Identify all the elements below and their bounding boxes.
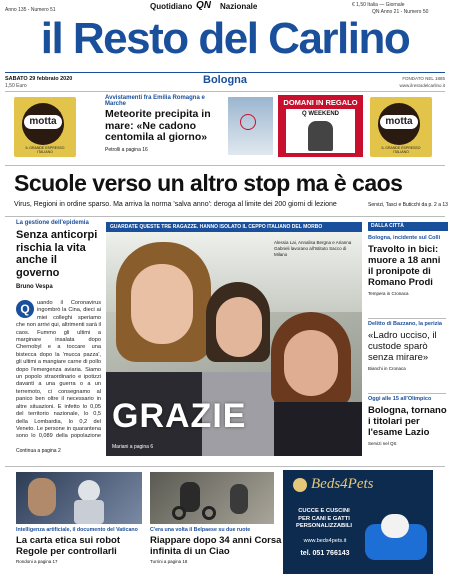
robot-head bbox=[78, 480, 100, 502]
story-byline: Rondoni a pagina 17 bbox=[16, 559, 58, 564]
issue-date: SABATO 29 febbraio 2020 bbox=[5, 76, 73, 82]
divider bbox=[5, 91, 445, 92]
person-face-right bbox=[284, 330, 338, 396]
story-byline: Servizi nel QS bbox=[368, 441, 397, 446]
section-dalla-citta[interactable]: DALLA CITTÀ bbox=[368, 222, 448, 231]
editorial-continue[interactable]: Continua a pagina 2 bbox=[16, 448, 61, 454]
paper-line-left: Quotidiano bbox=[150, 2, 193, 11]
wheel-icon bbox=[202, 506, 216, 520]
scientists-photo[interactable] bbox=[106, 232, 362, 456]
story-title: Bologna, tornano i titolari per l'esame Lazio bbox=[368, 405, 447, 438]
photo-byline: Mariani a pagina 6 bbox=[112, 444, 154, 450]
story-prodi[interactable] bbox=[368, 235, 448, 296]
story-byline: Turrini a pagina 18 bbox=[150, 559, 188, 564]
divider bbox=[5, 165, 445, 166]
main-byline: Servizi, Tasci e Buticchi da p. 2 a 13 bbox=[368, 202, 448, 208]
ad-copy bbox=[289, 508, 359, 531]
person-face-left bbox=[131, 264, 193, 344]
editorial[interactable] bbox=[16, 220, 101, 290]
scooter-photo[interactable] bbox=[150, 472, 274, 524]
motta-ad-left[interactable] bbox=[14, 97, 76, 157]
ad-line: CUCCE E CUSCINI bbox=[298, 508, 350, 514]
story-byline: Tempera in Cronaca bbox=[368, 291, 409, 296]
top-story[interactable] bbox=[105, 95, 225, 153]
story-ciao[interactable] bbox=[150, 527, 285, 564]
story-title: Riappare dopo 34 anni Corsa infinita di un Ciao bbox=[150, 535, 282, 557]
story-bologna-lazio[interactable] bbox=[368, 396, 448, 446]
divider bbox=[368, 393, 446, 394]
person-body-right bbox=[274, 402, 362, 456]
qn-logo: QN bbox=[196, 0, 211, 11]
paper-line-right: Nazionale bbox=[220, 2, 258, 11]
edition-info-right: QN Anno 21 - Numero 50 bbox=[372, 9, 429, 15]
ad-tagline: IL GRANDE ESPRESSO ITALIANO bbox=[25, 146, 65, 154]
story-kicker: Delitto di Bazzano, la perizia bbox=[368, 321, 442, 327]
ad-brand: motta bbox=[380, 115, 418, 129]
editorial-title: Senza anticorpi rischia la vita anche il governo bbox=[16, 229, 98, 279]
editorial-author: Bruno Vespa bbox=[16, 284, 53, 290]
robot-body bbox=[74, 500, 104, 524]
website[interactable]: www.ilrestodelcarlino.it bbox=[399, 83, 445, 88]
ad-brand: Beds4Pets bbox=[311, 476, 374, 492]
top-story-byline: Petrolli a pagina 16 bbox=[105, 146, 148, 153]
person-face-middle bbox=[216, 297, 262, 357]
divider bbox=[5, 216, 445, 217]
main-subtitle: Virus, Regioni in ordine sparso. Ma arriva la norma 'salva anno': deroga al limite dei 200 giorni di lezione bbox=[14, 201, 337, 208]
dog-figure bbox=[381, 514, 409, 538]
photo-kicker: GUARDATE QUESTE TRE RAGAZZE. HANNO ISOLATO IL CEPPO ITALIANO DEL MORBO bbox=[106, 222, 362, 232]
beds4pets-ad[interactable] bbox=[283, 470, 433, 574]
divider bbox=[5, 466, 445, 467]
editorial-body bbox=[16, 300, 101, 440]
story-title: Travolto in bici: muore a 18 anni il pronipote di Romano Prodi bbox=[368, 244, 441, 288]
edition-info-left: Anno 135 - Numero 51 bbox=[5, 7, 56, 13]
dropcap: Q bbox=[16, 300, 34, 318]
city-edition[interactable]: Bologna bbox=[203, 74, 247, 86]
ad-phone: tel. 051 766143 bbox=[300, 550, 350, 557]
promo-cover bbox=[286, 109, 355, 153]
editorial-text: uando il Coronavirus ingombrò la Cina, dieci ai miei colleghi speriamo che non arrivi qui, altrimenti sarà il caos. Fummo gli ultimi a marginare insalata dopo Chernobyl e a toccare una bistecca dopo la 'mucca pazza', gli ultimi a mangiare carne di pollo dopo l'emergenza aviaria. Siamo un popolo straordinario e ipotizzi davanti a una guerra o a un terremoto, ci consegnamo al panico ben oltre il necessario in altre situazioni. E infetto lo 0,05 del territorio nazionale, lo 0,5 della Lombardia, lo 0,2 del Veneto. Le persone in quarantena sono lo 0,089 della popolazione bbox=[16, 300, 101, 440]
story-bazzano[interactable] bbox=[368, 321, 448, 371]
founded: FONDATO NEL 1885 bbox=[402, 76, 445, 81]
photo-headline: GRAZIE bbox=[112, 397, 247, 435]
highlight-circle-icon bbox=[240, 114, 256, 130]
person-figure bbox=[28, 478, 56, 516]
divider bbox=[5, 72, 445, 73]
story-kicker: Bologna, incidente sul Colli bbox=[368, 235, 441, 241]
story-byline: Bianchi in Cronaca bbox=[368, 366, 406, 371]
cover-portrait bbox=[308, 121, 333, 151]
story-title: La carta etica sui robot Regole per controllarli bbox=[16, 535, 121, 557]
ad-brand: motta bbox=[24, 115, 62, 129]
price-line: € 1,50 Italia — Giornale bbox=[352, 2, 405, 8]
masthead[interactable]: il Resto del Carlino bbox=[40, 14, 410, 63]
promo-qweekend[interactable] bbox=[278, 95, 363, 157]
story-title: «Ladro ucciso, il custode sparò senza mirare» bbox=[368, 330, 437, 363]
ad-url: www.beds4pets.it bbox=[303, 538, 347, 544]
divider bbox=[368, 318, 446, 319]
top-story-title: Meteorite precipita in mare: «Ne cadono centomila al giorno» bbox=[105, 108, 211, 143]
issue-price: 1,50 Euro bbox=[5, 83, 27, 89]
photo-names: Alessia Lai, Annalisa Bergna e Arianna Gabrieli lavorano all'Istituto Sacco di Milano bbox=[274, 240, 352, 257]
story-kicker: Oggi alle 15 all'Olimpico bbox=[368, 396, 432, 402]
wheel-icon bbox=[172, 506, 186, 520]
editorial-kicker: La gestione dell'epidemia bbox=[16, 220, 89, 226]
ad-line: PER CANI E GATTI bbox=[298, 515, 350, 522]
story-kicker: Intelligenza artificiale, il documento del Vaticano bbox=[16, 527, 138, 533]
story-robot[interactable] bbox=[16, 527, 151, 564]
robot-photo[interactable] bbox=[16, 472, 142, 524]
ad-line: PERSONALIZZABILI bbox=[295, 523, 353, 529]
rider-figure bbox=[230, 484, 248, 514]
promo-subtitle: Q WEEKEND bbox=[301, 111, 339, 117]
motta-ad-right[interactable] bbox=[370, 97, 432, 157]
ad-tagline: IL GRANDE ESPRESSO ITALIANO bbox=[381, 146, 421, 154]
story-kicker: C'era una volta il Belpaese su due ruote bbox=[150, 527, 251, 533]
paw-icon bbox=[293, 478, 307, 492]
top-story-kicker: Avvistamenti fra Emilia Romagna e Marche bbox=[105, 95, 205, 107]
promo-title: DOMANI IN REGALO bbox=[283, 98, 358, 107]
meteor-photo bbox=[228, 97, 273, 155]
main-headline[interactable]: Scuole verso un altro stop ma è caos bbox=[14, 170, 403, 196]
